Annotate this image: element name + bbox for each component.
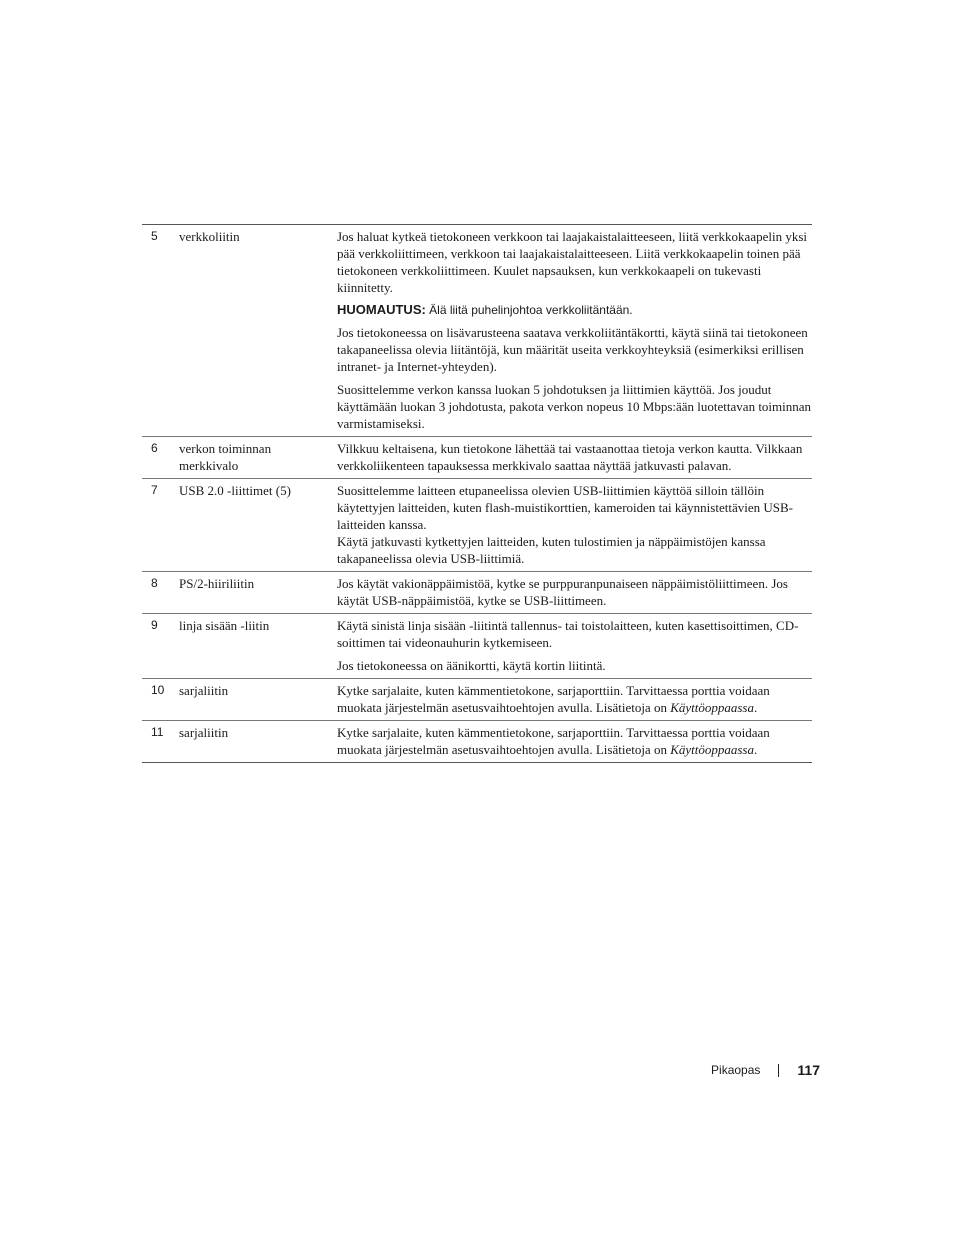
- page-footer: [711, 1062, 820, 1078]
- item-description: [337, 440, 812, 474]
- table-row: [142, 571, 812, 613]
- note-text: Älä liitä puhelinjohtoa verkkoliitäntään.: [429, 303, 633, 317]
- description-paragraph: [337, 682, 812, 716]
- description-paragraph: Käytä jatkuvasti kytkettyjen laitteiden, kuten tulostimien ja näppäimistöjen kanssa takapaneelissa olevia USB-liittimiä.: [337, 534, 766, 566]
- item-number: 11: [151, 725, 164, 739]
- description-paragraph: Jos haluat kytkeä tietokoneen verkkoon tai laajakaistalaitteeseen, liitä verkkokaapelin yksi pää verkkoliittimeen, verkkoon tai laajakaistalaitteeseen. Liitä verkkokaapelin toinen pää tietokoneen verkkoliittimeen. Kuulet napsauksen, kun verkkokaapeli on tukevasti kiinnitetty.: [337, 229, 808, 295]
- item-description: [337, 575, 812, 609]
- item-number: 7: [151, 483, 158, 497]
- item-label: sarjaliitin: [179, 683, 229, 698]
- manual-title: Käyttöoppaassa: [670, 700, 754, 715]
- footer-divider: [778, 1064, 779, 1077]
- item-description: [337, 482, 812, 567]
- note-label: HUOMAUTUS:: [337, 302, 426, 317]
- item-number: 8: [151, 576, 158, 590]
- page-number: 117: [797, 1062, 820, 1078]
- table-row: [142, 478, 812, 571]
- item-description: [337, 724, 812, 758]
- item-label: linja sisään -liitin: [179, 618, 270, 633]
- item-number: 5: [151, 229, 158, 243]
- description-paragraph: Jos käytät vakionäppäimistöä, kytke se purppuranpunaiseen näppäimistöliittimeen. Jos käytät USB-näppäimistöä, kytke se USB-liittimeen.: [337, 576, 788, 608]
- item-description: [337, 228, 812, 432]
- description-paragraph: [337, 724, 812, 758]
- item-number: 10: [151, 683, 165, 697]
- table-row: [142, 225, 812, 436]
- connector-table: [142, 224, 812, 763]
- section-name: Pikaopas: [711, 1063, 761, 1077]
- description-paragraph: Vilkkuu keltaisena, kun tietokone lähettää tai vastaanottaa tietoja verkon kautta. Vilkkaan verkkoliikenteen tapauksessa merkkivalo saattaa näyttää jatkuvasti palavan.: [337, 441, 803, 473]
- item-description: [337, 617, 812, 674]
- item-label: PS/2-hiiriliitin: [179, 576, 255, 591]
- description-paragraph: Suosittelemme laitteen etupaneelissa olevien USB-liittimien käyttöä silloin tällöin käytettyjen laitteiden, kuten flash-muistikorttien, kameroiden tai käynnistettävien USB-laitteiden kanssa.: [337, 483, 793, 532]
- description-paragraph: Jos tietokoneessa on lisävarusteena saatava verkkoliitäntäkortti, käytä siinä tai tietokoneen takapaneelissa olevia liitäntöjä, kun määrität useita verkkoyhteyksiä (esimerkiksi erillisen intranet- ja Internet-yhteyden).: [337, 325, 808, 374]
- item-label: verkon toiminnan merkkivalo: [179, 441, 272, 473]
- manual-title: Käyttöoppaassa: [670, 742, 754, 757]
- item-label: verkkoliitin: [179, 229, 240, 244]
- table-row: [142, 678, 812, 720]
- item-label: USB 2.0 -liittimet (5): [179, 483, 291, 498]
- description-paragraph: Jos tietokoneessa on äänikortti, käytä kortin liitintä.: [337, 658, 606, 673]
- item-label: sarjaliitin: [179, 725, 229, 740]
- table-row: [142, 436, 812, 478]
- period: .: [754, 700, 758, 715]
- item-description: [337, 682, 812, 716]
- note: [337, 302, 812, 318]
- item-number: 6: [151, 441, 158, 455]
- description-text: Kytke sarjalaite, kuten kämmentietokone, sarjaporttiin. Tarvittaessa porttia voidaan muokata järjestelmän asetusvaihtoehtojen avulla. Lisätietoja on: [337, 725, 770, 757]
- table-row: [142, 613, 812, 678]
- description-paragraph: Suosittelemme verkon kanssa luokan 5 johdotuksen ja liittimien käyttöä. Jos joudut käyttämään luokan 3 johdotusta, pakota verkon nopeus 10 Mbps:ään luotettavan toiminnan varmistamiseksi.: [337, 382, 812, 431]
- table-row: [142, 720, 812, 762]
- description-paragraph: Käytä sinistä linja sisään -liitintä tallennus- tai toistolaitteen, kuten kasettisoittimen, CD-soittimen tai videonauhurin kytkemiseen.: [337, 618, 799, 650]
- description-text: Kytke sarjalaite, kuten kämmentietokone, sarjaporttiin. Tarvittaessa porttia voidaan muokata järjestelmän asetusvaihtoehtojen avulla. Lisätietoja on: [337, 683, 770, 715]
- item-number: 9: [151, 618, 158, 632]
- period: .: [754, 742, 758, 757]
